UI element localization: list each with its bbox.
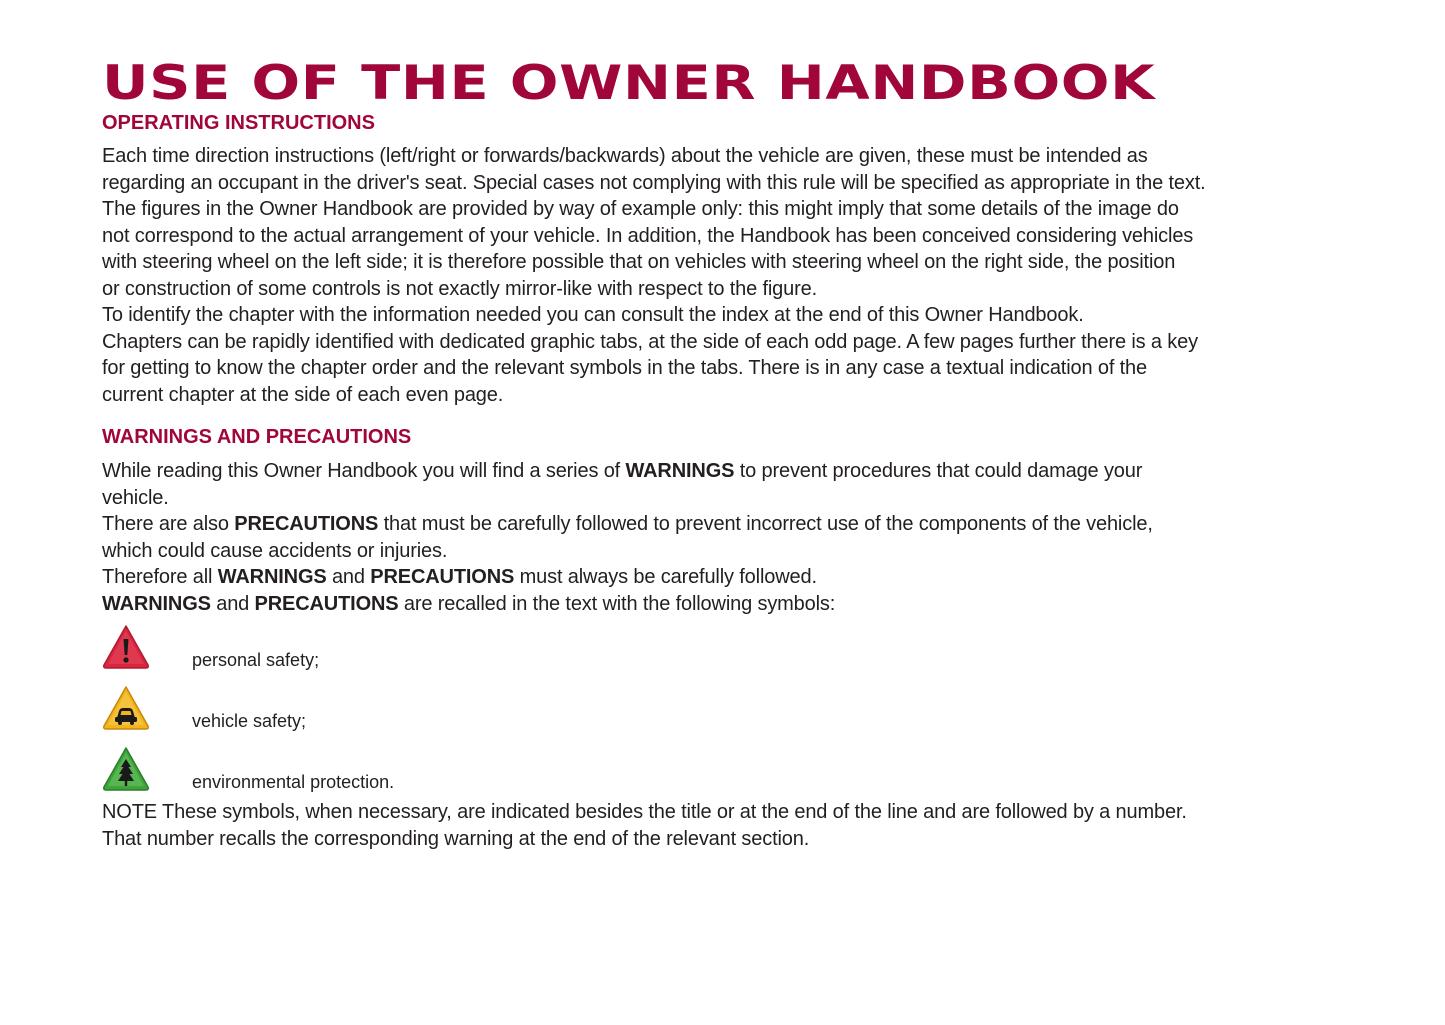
paragraph-line: The figures in the Owner Handbook are provided by way of example only: this might imply that some details of the image do (102, 198, 1179, 220)
paragraph-line: not correspond to the actual arrangement of your vehicle. In addition, the Handbook has been conceived considering vehicles (102, 224, 1194, 247)
paragraph-line: which could cause accidents or injuries. (102, 539, 448, 562)
precautions-emphasis: PRECAUTIONS (234, 513, 379, 535)
warnings-emphasis: WARNINGS (625, 460, 735, 482)
precautions-emphasis: PRECAUTIONS (370, 566, 515, 588)
paragraph-line: Therefore all WARNINGS and PRECAUTIONS must always be carefully followed. (102, 566, 817, 588)
paragraph-line: vehicle. (102, 486, 169, 509)
symbol-label: vehicle safety; (192, 711, 307, 731)
environmental-protection-icon (102, 745, 150, 793)
paragraph-line: Each time direction instructions (left/right or forwards/backwards) about the vehicle are given, these must be intended as (102, 145, 1148, 167)
paragraph-line: That number recalls the corresponding warning at the end of the relevant section. (102, 827, 810, 850)
paragraph-line: for getting to know the chapter order and the relevant symbols in the tabs. There is in any case a textual indication of the (102, 357, 1147, 379)
paragraph-line: NOTE These symbols, when necessary, are indicated besides the title or at the end of the line and are followed by a number. (102, 801, 1187, 823)
symbol-row-environmental-protection (102, 745, 1317, 799)
operating-instructions-heading: OPERATING INSTRUCTIONS (102, 112, 375, 134)
warnings-precautions-text (102, 458, 1317, 617)
page-title: USE OF THE OWNER HANDBOOK (102, 56, 1156, 111)
symbol-legend (102, 623, 1317, 799)
warnings-precautions-heading: WARNINGS AND PRECAUTIONS (102, 426, 412, 448)
paragraph-line: WARNINGS and PRECAUTIONS are recalled in the text with the following symbols: (102, 592, 836, 615)
symbol-row-vehicle-safety (102, 684, 1317, 745)
warnings-emphasis: WARNINGS (217, 566, 327, 588)
symbol-label: environmental protection. (192, 772, 395, 792)
paragraph-line: While reading this Owner Handbook you will find a series of WARNINGS to prevent procedures that could damage your (102, 460, 1143, 482)
paragraph-line: regarding an occupant in the driver's seat. Special cases not complying with this rule will be specified as appropriate in the text. (102, 171, 1206, 194)
precautions-emphasis: PRECAUTIONS (254, 592, 399, 615)
paragraph-line: with steering wheel on the left side; it is therefore possible that on vehicles with steering wheel on the right side, the position (102, 251, 1176, 273)
paragraph-line: Chapters can be rapidly identified with dedicated graphic tabs, at the side of each odd page. A few pages further there is a key (102, 330, 1198, 353)
handbook-page (102, 58, 1317, 852)
paragraph-line: or construction of some controls is not exactly mirror-like with respect to the figure. (102, 277, 818, 300)
warnings-emphasis: WARNINGS (102, 592, 211, 615)
paragraph-line: To identify the chapter with the information needed you can consult the index at the end of this Owner Handbook. (102, 304, 1084, 326)
personal-safety-warning-icon (102, 623, 150, 671)
operating-instructions-text (102, 143, 1317, 408)
note-text (102, 799, 1317, 852)
vehicle-safety-warning-icon (102, 684, 150, 732)
paragraph-line: There are also PRECAUTIONS that must be carefully followed to prevent incorrect use of the components of the vehicle, (102, 513, 1153, 535)
symbol-row-personal-safety (102, 623, 1317, 684)
symbol-label: personal safety; (192, 650, 320, 670)
paragraph-line: current chapter at the side of each even page. (102, 383, 504, 406)
